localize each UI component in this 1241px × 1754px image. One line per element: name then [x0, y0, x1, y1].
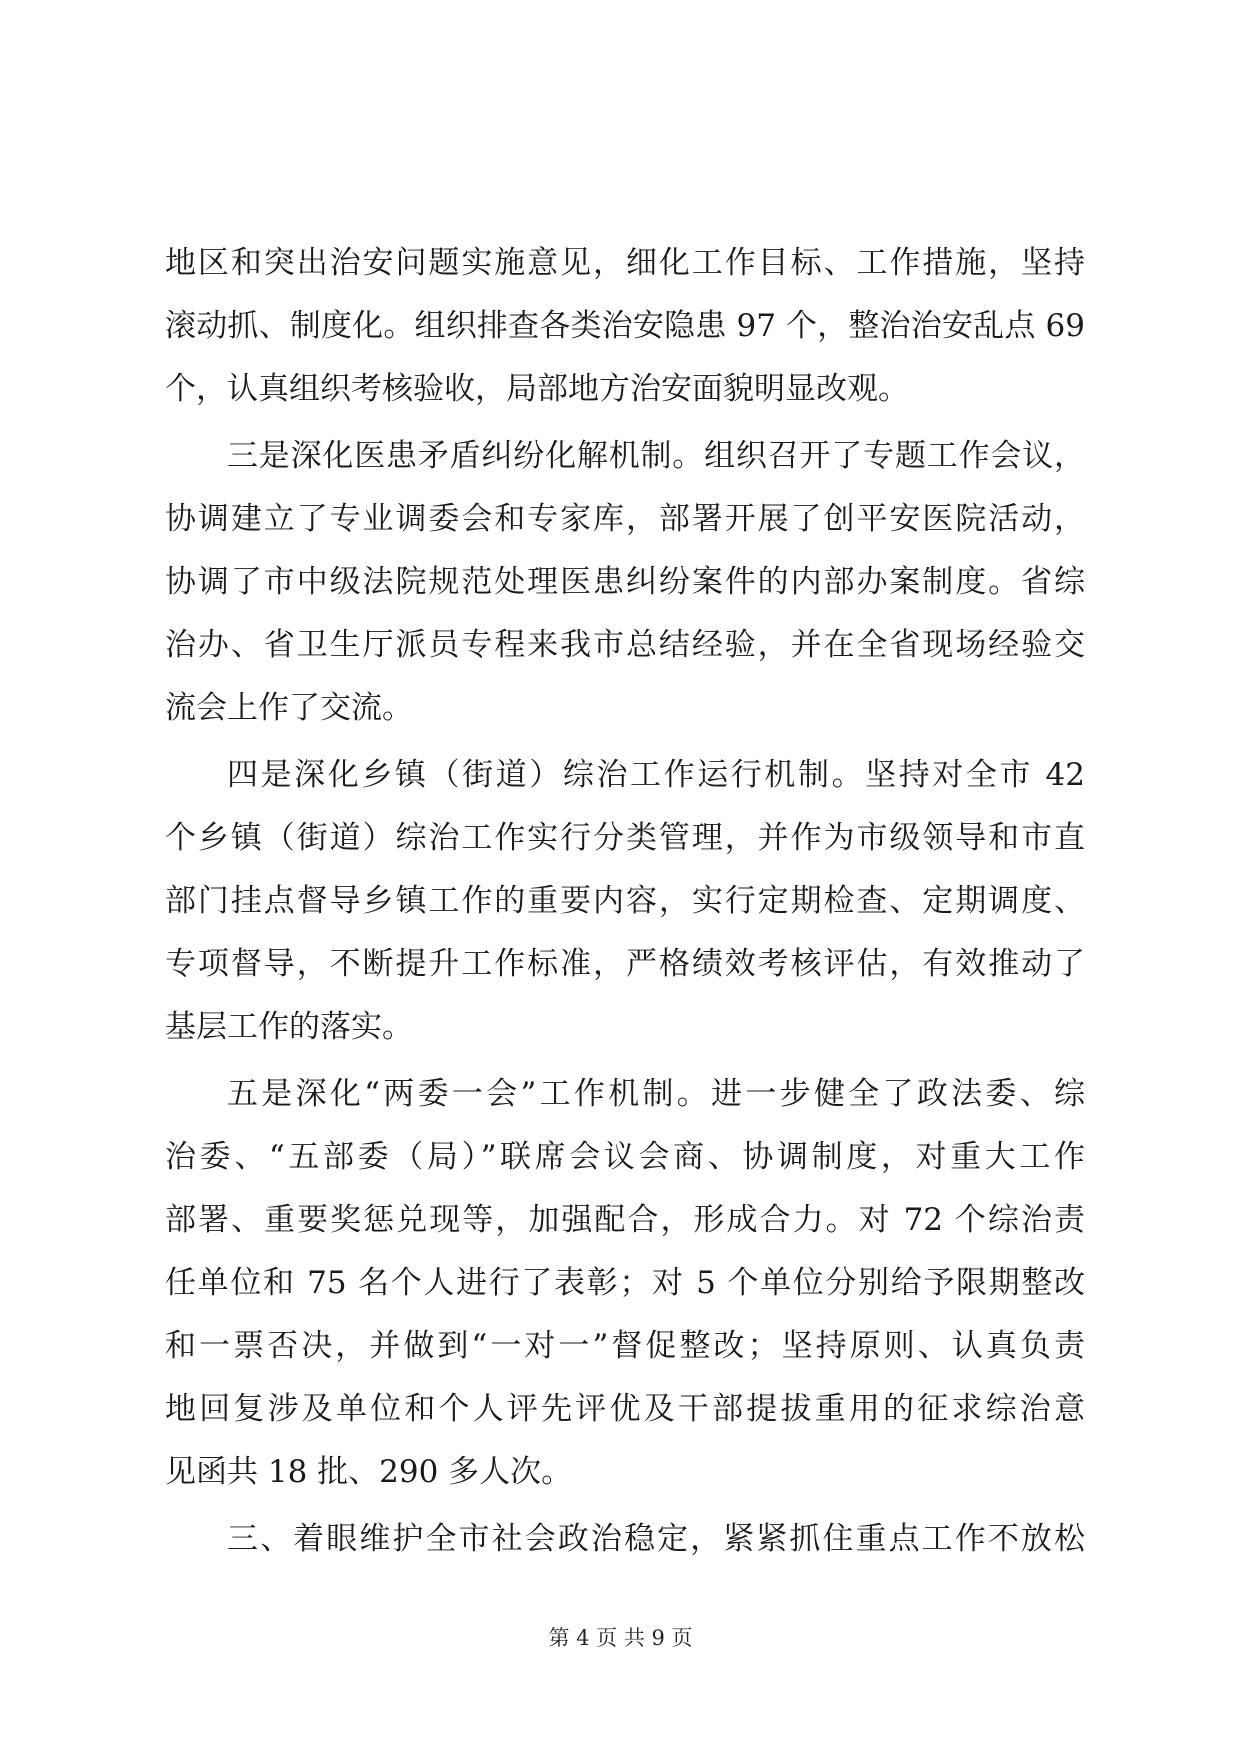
text-line: 四是深化乡镇（街道）综治工作运行机制。坚持对全市 42	[227, 757, 1085, 793]
paragraph-township-mechanism	[165, 744, 1085, 1059]
text-line: 五是深化“两委一会”工作机制。进一步健全了政法委、综	[227, 1076, 1085, 1112]
text-line: 治办、省卫生厅派员专程来我市总结经验，并在全省现场经验交	[165, 627, 1085, 663]
text-line: 三、着眼维护全市社会政治稳定，紧紧抓住重点工作不放松	[227, 1521, 1085, 1557]
text-line: 部门挂点督导乡镇工作的重要内容，实行定期检查、定期调度、	[165, 883, 1085, 919]
text-line: 治委、“五部委（局）”联席会议会商、协调制度，对重大工作	[165, 1139, 1085, 1175]
text-line: 地回复涉及单位和个人评先评优及干部提拔重用的征求综治意	[165, 1391, 1085, 1427]
page-footer: 第 4 页 共 9 页	[548, 1626, 693, 1650]
text-line: 见函共 18 批、290 多人次。	[165, 1454, 573, 1490]
text-line: 流会上作了交流。	[165, 690, 413, 726]
text-line: 专项督导，不断提升工作标准，严格绩效考核评估，有效推动了	[165, 946, 1085, 982]
text-line: 个乡镇（街道）综治工作实行分类管理，并作为市级领导和市直	[165, 820, 1085, 856]
text-line: 三是深化医患矛盾纠纷化解机制。组织召开了专题工作会议，	[227, 438, 1085, 474]
text-line: 地区和突出治安问题实施意见，细化工作目标、工作措施，坚持	[165, 245, 1085, 281]
paragraph-continuation	[165, 232, 1085, 421]
paragraph-two-committees	[165, 1063, 1085, 1504]
paragraph-medical-disputes	[165, 425, 1085, 740]
document-body	[165, 232, 1085, 1571]
text-line: 滚动抓、制度化。组织排查各类治安隐患 97 个，整治治安乱点 69	[165, 308, 1085, 344]
text-line: 部署、重要奖惩兑现等，加强配合，形成合力。对 72 个综治责	[165, 1202, 1085, 1238]
text-line: 和一票否决，并做到“一对一”督促整改；坚持原则、认真负责	[165, 1328, 1085, 1364]
text-line: 个，认真组织考核验收，局部地方治安面貌明显改观。	[165, 371, 909, 407]
text-line: 协调建立了专业调委会和专家库，部署开展了创平安医院活动，	[165, 501, 1085, 537]
text-line: 基层工作的落实。	[165, 1009, 413, 1045]
text-line: 协调了市中级法院规范处理医患纠纷案件的内部办案制度。省综	[165, 564, 1085, 600]
text-line: 任单位和 75 名个人进行了表彰；对 5 个单位分别给予限期整改	[165, 1265, 1085, 1301]
section-heading	[165, 1508, 1085, 1571]
